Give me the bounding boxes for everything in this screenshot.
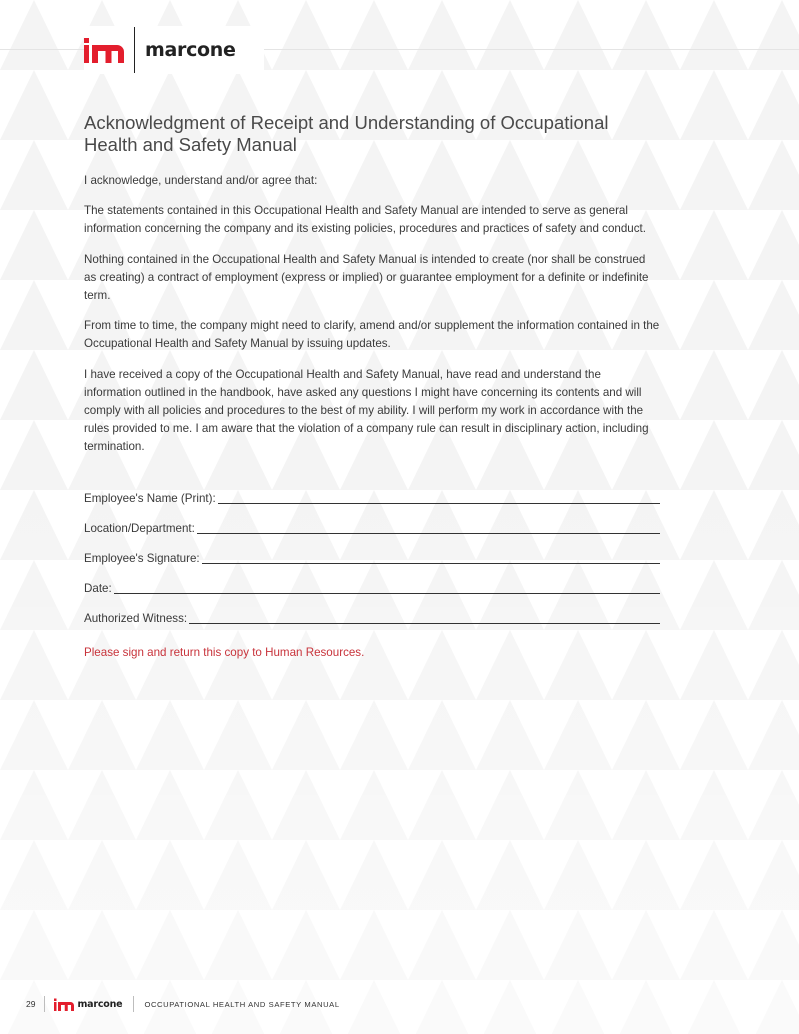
field-label: Date: <box>84 581 112 595</box>
header-logo <box>84 26 264 74</box>
signature-line[interactable] <box>189 612 660 624</box>
page-number: 29 <box>26 999 36 1009</box>
employee-signature-field[interactable] <box>84 536 660 566</box>
marcone-logo-icon <box>84 37 124 63</box>
acknowledgment-form <box>84 476 660 626</box>
field-label: Employee's Signature: <box>84 551 200 565</box>
footer-divider <box>133 996 134 1012</box>
paragraph: Nothing contained in the Occupational Health and Safety Manual is intended to create (nor shall be construed as creating) a contract of employment (express or implied) or guarantee employment for a definite or indefinite term. <box>84 252 649 303</box>
field-label: Location/Department: <box>84 521 195 535</box>
authorized-witness-field[interactable] <box>84 596 660 626</box>
paragraph: From time to time, the company might need to clarify, amend and/or supplement the information contained in the Occupational Health and Safety Manual by issuing updates. <box>84 319 660 351</box>
footer-manual-title: OCCUPATIONAL HEALTH AND SAFETY MANUAL <box>144 999 340 1009</box>
footer-brand-wordmark: marcone <box>77 998 123 1010</box>
paragraph: The statements contained in this Occupational Health and Safety Manual are intended to serve as general information concerning the company and its existing policies, procedures and practices of safety and conduct. <box>84 204 646 236</box>
brand-wordmark: marcone <box>145 38 236 61</box>
footer-divider <box>44 996 45 1012</box>
paragraph: I acknowledge, understand and/or agree that: <box>84 174 318 187</box>
location-department-field[interactable] <box>84 506 660 536</box>
field-label: Employee's Name (Print): <box>84 491 216 505</box>
signature-line[interactable] <box>197 522 660 534</box>
page-footer <box>26 995 340 1013</box>
date-field[interactable] <box>84 566 660 596</box>
field-label: Authorized Witness: <box>84 611 188 625</box>
return-instruction: Please sign and return this copy to Human Resources. <box>84 645 365 659</box>
signature-line[interactable] <box>218 492 660 504</box>
employee-name-field[interactable] <box>84 476 660 506</box>
document-body <box>84 112 660 659</box>
logo-divider <box>134 27 135 73</box>
page-title: Acknowledgment of Receipt and Understanding of Occupational Health and Safety Manual <box>84 112 609 155</box>
signature-line[interactable] <box>114 582 660 594</box>
paragraph: I have received a copy of the Occupational Health and Safety Manual, have read and understand the information outlined in the handbook, have asked any questions I might have concerning its contents and will comply with all policies and procedures to the best of my ability. I will perform my work in accordance with the rules provided to me. I am aware that the violation of a company rule can result in disciplinary action, including termination. <box>84 367 649 454</box>
marcone-logo-icon <box>54 998 74 1011</box>
signature-line[interactable] <box>202 552 660 564</box>
